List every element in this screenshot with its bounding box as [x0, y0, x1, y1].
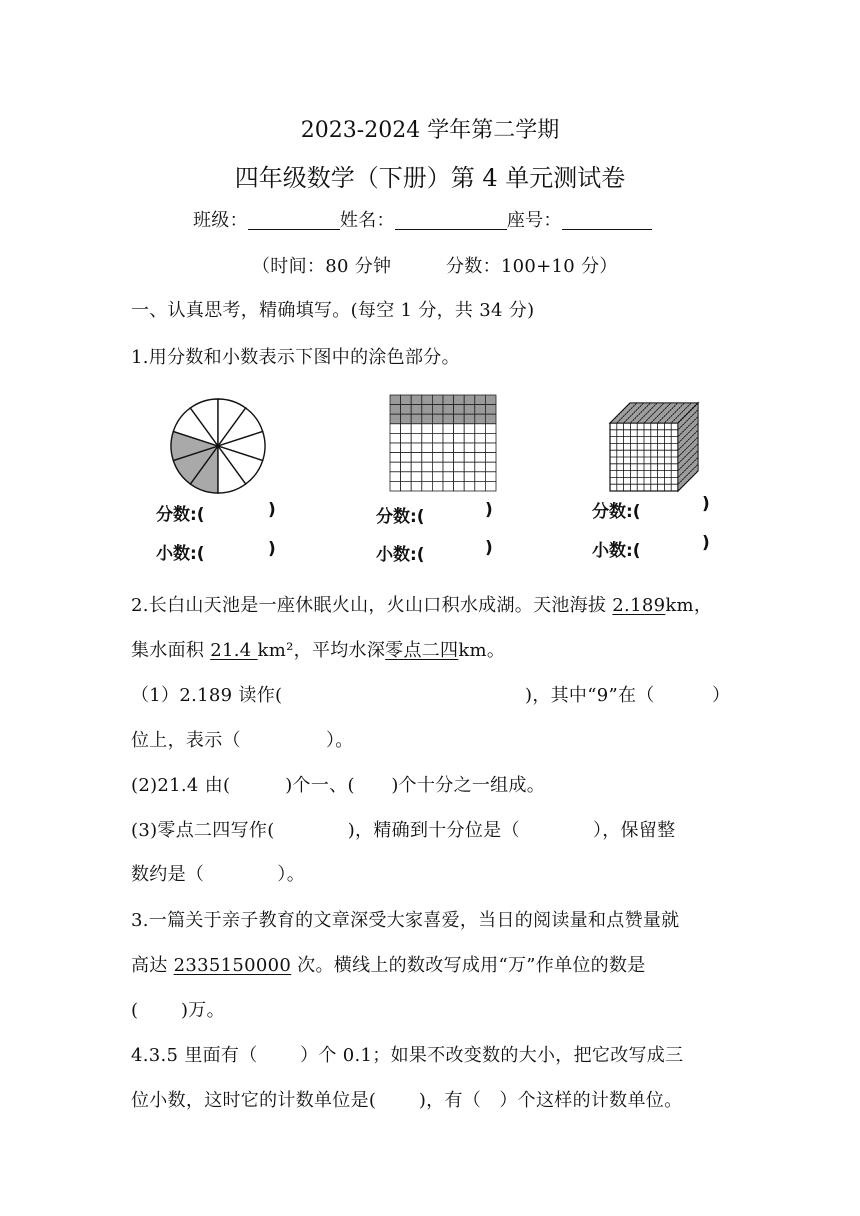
grid-cell: [454, 462, 465, 472]
seat-blank[interactable]: [562, 209, 652, 230]
grid-cell: [475, 395, 486, 405]
grid-cell: [432, 395, 443, 405]
grid-cell: [443, 424, 454, 434]
grid-cell: [454, 405, 465, 415]
grid-cell: [422, 395, 433, 405]
grid-cell: [390, 433, 401, 443]
grid-cell: [485, 395, 496, 405]
grid-cell: [443, 433, 454, 443]
grid-cell: [464, 433, 475, 443]
grid-cell: [401, 433, 412, 443]
grid-cell: [432, 453, 443, 463]
grid-cell: [432, 472, 443, 482]
exam-title: 四年级数学（下册）第 4 单元测试卷: [234, 164, 626, 192]
grid-cell: [411, 405, 422, 415]
student-info-line: [193, 206, 652, 232]
grid-cell: [411, 453, 422, 463]
grid-cell: [390, 395, 401, 405]
grid-cell: [443, 453, 454, 463]
grid-cell: [401, 424, 412, 434]
grid-cell: [443, 462, 454, 472]
q2-sub1-c: ）: [712, 685, 731, 706]
exam-year: 2023-2024 学年第二学期: [300, 118, 560, 143]
q3-line1: 3.一篇关于亲子教育的文章深受大家喜爱，当日的阅读量和点赞量就: [131, 910, 680, 931]
q2-altitude: 2.189: [612, 595, 666, 616]
q2-line2: [131, 636, 505, 662]
pie-decimal-label: 小数:(: [156, 544, 205, 564]
grid-cell: [411, 472, 422, 482]
q1-text: 1.用分数和小数表示下图中的涂色部分。: [131, 347, 460, 368]
grid-cell: [401, 414, 412, 424]
q2-text: 2.长白山天池是一座休眠火山，火山口积水成湖。天池海拔: [131, 595, 613, 616]
grid-cell: [422, 443, 433, 453]
q3-number: 2335150000: [173, 955, 292, 976]
grid-cell: [401, 462, 412, 472]
cube-fraction-close: ): [702, 494, 710, 514]
grid-cell: [454, 472, 465, 482]
grid-cell: [485, 453, 496, 463]
seat-label: 座号：: [506, 210, 562, 231]
class-blank[interactable]: [248, 209, 340, 230]
grid-cell: [390, 405, 401, 415]
q2-sub2: (2)21.4 由( )个一、( )个十分之一组成。: [131, 775, 546, 796]
grid-cell: [464, 414, 475, 424]
q2-text2: 集水面积: [131, 640, 211, 661]
grid-cell: [485, 424, 496, 434]
grid-fraction-close: ): [485, 500, 493, 520]
q3-line3: ( )万。: [131, 1000, 225, 1021]
grid-cell: [411, 443, 422, 453]
grid-cell: [390, 472, 401, 482]
grid-cell: [454, 433, 465, 443]
q2-sub1-a: （1）2.189 读作(: [131, 685, 283, 706]
grid-cell: [464, 453, 475, 463]
grid-cell: [443, 481, 454, 491]
grid-cell: [475, 453, 486, 463]
grid-cell: [443, 472, 454, 482]
grid-cell: [475, 443, 486, 453]
q4-line2: 位小数，这时它的计数单位是( )，有（ ）个这样的计数单位。: [131, 1090, 683, 1111]
grid-cell: [475, 462, 486, 472]
q2-text4: km。: [458, 640, 506, 661]
grid-fraction-label: 分数:(: [376, 507, 425, 527]
grid-cell: [464, 405, 475, 415]
pie-fraction-close: ): [268, 500, 276, 520]
q2-depth: 零点二四: [385, 640, 459, 661]
grid-cell: [411, 414, 422, 424]
grid-cell: [454, 481, 465, 491]
name-label: 姓名：: [339, 210, 395, 231]
grid-cell: [432, 433, 443, 443]
grid-cell: [443, 405, 454, 415]
grid-cell: [443, 395, 454, 405]
grid-cell: [422, 462, 433, 472]
grid-cell: [432, 405, 443, 415]
time-info: （时间：80 分钟: [252, 256, 392, 277]
grid-cell: [401, 395, 412, 405]
grid-cell: [401, 472, 412, 482]
grid-cell: [475, 414, 486, 424]
grid-cell: [464, 481, 475, 491]
grid-cell: [485, 405, 496, 415]
cube-decimal-close: ): [702, 533, 710, 553]
grid-cell: [475, 472, 486, 482]
grid-cell: [475, 433, 486, 443]
grid-cell: [485, 472, 496, 482]
grid-figure: [388, 393, 498, 493]
grid-cell: [390, 462, 401, 472]
grid-cell: [454, 424, 465, 434]
grid-cell: [475, 424, 486, 434]
grid-cell: [432, 424, 443, 434]
q2-text3: km²，平均水深: [257, 640, 386, 661]
grid-cell: [475, 405, 486, 415]
grid-cell: [411, 424, 422, 434]
grid-cell: [432, 462, 443, 472]
grid-cell: [443, 414, 454, 424]
grid-cell: [422, 405, 433, 415]
grid-decimal-label: 小数:(: [376, 545, 425, 565]
q2-sub3-b: 数约是（ ）。: [131, 864, 305, 885]
grid-cell: [411, 481, 422, 491]
grid-cell: [464, 424, 475, 434]
name-blank[interactable]: [395, 209, 507, 230]
q2-sub1-e: ）。: [326, 730, 354, 751]
grid-cell: [454, 443, 465, 453]
grid-cell: [401, 453, 412, 463]
grid-cell: [390, 443, 401, 453]
grid-cell: [475, 481, 486, 491]
grid-cell: [454, 453, 465, 463]
grid-cell: [422, 472, 433, 482]
grid-cell: [432, 481, 443, 491]
q3-text: 高达: [131, 955, 174, 976]
grid-cell: [422, 481, 433, 491]
q4-line1: 4.3.5 里面有（ ）个 0.1；如果不改变数的大小，把它改写成三: [131, 1045, 684, 1066]
grid-cell: [485, 481, 496, 491]
grid-cell: [411, 462, 422, 472]
grid-cell: [454, 414, 465, 424]
grid-cell: [464, 462, 475, 472]
grid-cell: [485, 414, 496, 424]
grid-cell: [485, 433, 496, 443]
grid-cell: [390, 414, 401, 424]
section-heading: 一、认真思考，精确填写。(每空 1 分，共 34 分): [131, 300, 535, 321]
grid-decimal-close: ): [485, 538, 493, 558]
pie-fraction-label: 分数:(: [156, 505, 205, 525]
q2-unit: km，: [665, 595, 713, 616]
grid-cell: [411, 395, 422, 405]
q2-sub1-d: 位上，表示（: [131, 730, 241, 751]
q3-line2: [131, 951, 646, 977]
pie-figure: [168, 396, 268, 496]
grid-cell: [422, 424, 433, 434]
grid-cell: [485, 462, 496, 472]
grid-cell: [432, 443, 443, 453]
grid-cell: [422, 414, 433, 424]
grid-cell: [411, 433, 422, 443]
class-label: 班级：: [193, 210, 248, 231]
grid-cell: [390, 481, 401, 491]
grid-cell: [422, 453, 433, 463]
grid-cell: [401, 443, 412, 453]
grid-cell: [401, 481, 412, 491]
pie-decimal-close: ): [268, 539, 276, 559]
grid-cell: [422, 433, 433, 443]
grid-cell: [401, 405, 412, 415]
grid-cell: [390, 453, 401, 463]
grid-cell: [485, 443, 496, 453]
grid-cell: [464, 472, 475, 482]
cube-figure: [600, 393, 700, 493]
grid-cell: [464, 443, 475, 453]
q3-text2: 次。横线上的数改写成用“万”作单位的数是: [291, 955, 646, 976]
cube-fraction-label: 分数:(: [592, 502, 641, 522]
q2-area: 21.4: [210, 640, 258, 661]
q2-sub3-a: (3)零点二四写作( )，精确到十分位是（ ），保留整: [131, 820, 676, 841]
q2-sub1-b: )，其中“9”在（: [525, 685, 655, 706]
grid-cell: [454, 395, 465, 405]
grid-cell: [432, 414, 443, 424]
cube-decimal-label: 小数:(: [592, 541, 641, 561]
grid-cell: [443, 443, 454, 453]
q2-line1: [131, 591, 712, 617]
grid-cell: [390, 424, 401, 434]
score-info: 分数：100+10 分）: [446, 256, 618, 277]
grid-cell: [464, 395, 475, 405]
